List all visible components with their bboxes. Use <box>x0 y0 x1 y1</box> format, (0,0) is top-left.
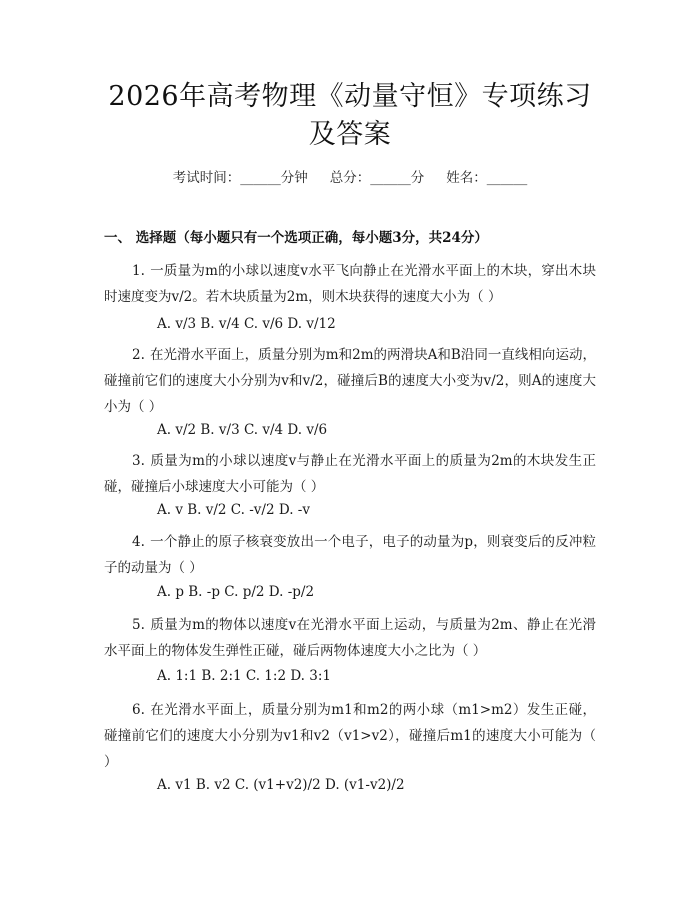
question-6 <box>104 697 596 775</box>
question-text: 在光滑水平面上，质量分别为m和2m的两滑块A和B沿同一直线相向运动，碰撞前它们的速度大小分别为v和v/2，碰撞后B的速度大小变为v/2，则A的速度大小为（ ） <box>104 347 596 415</box>
question-text: 在光滑水平面上，质量分别为m1和m2的两小球（m1>m2）发生正碰，碰撞前它们的速度大小分别为v1和v2（v1>v2），碰撞后m1的速度大小可能为（ ） <box>104 702 596 770</box>
question-3 <box>104 448 596 500</box>
question-text: 一质量为m的小球以速度v水平飞向静止在光滑水平面上的木块，穿出木块时速度变为v/2。若木块质量为2m，则木块获得的速度大小为（ ） <box>104 263 596 305</box>
question-number: 3. <box>132 453 145 469</box>
exam-info-line <box>0 168 700 188</box>
question-text: 质量为m的小球以速度v与静止在光滑水平面上的质量为2m的木块发生正碰，碰撞后小球速度大小可能为（ ） <box>104 453 596 495</box>
question-text: 质量为m的物体以速度v在光滑水平面上运动，与质量为2m、静止在光滑水平面上的物体发生弹性正碰，碰后两物体速度大小之比为（ ） <box>104 617 596 659</box>
question-1 <box>104 258 596 310</box>
question-number: 2. <box>132 347 145 363</box>
question-5-options: A. 1:1 B. 2:1 C. 1:2 D. 3:1 <box>157 668 331 684</box>
question-6-options: A. v1 B. v2 C. (v1+v2)/2 D. (v1-v2)/2 <box>157 777 405 793</box>
question-number: 5. <box>132 617 145 633</box>
total-score-field: 总分：______分 <box>329 170 425 186</box>
exam-time-field: 考试时间：______分钟 <box>172 170 308 186</box>
question-number: 6. <box>132 702 145 718</box>
page-title: 2026年高考物理《动量守恒》专项练习及答案 <box>108 81 592 150</box>
section-heading: 一、 选择题（每小题只有一个选项正确，每小题3分，共24分） <box>104 230 488 246</box>
student-name-field: 姓名：______ <box>446 170 528 186</box>
question-3-options: A. v B. v/2 C. -v/2 D. -v <box>157 502 310 518</box>
question-4 <box>104 529 596 581</box>
question-2-options: A. v/2 B. v/3 C. v/4 D. v/6 <box>157 422 328 438</box>
question-5 <box>104 612 596 664</box>
question-text: 一个静止的原子核衰变放出一个电子，电子的动量为p，则衰变后的反冲粒子的动量为（ ） <box>104 534 596 576</box>
question-number: 4. <box>132 534 145 550</box>
question-1-options: A. v/3 B. v/4 C. v/6 D. v/12 <box>157 316 336 332</box>
question-2 <box>104 342 596 420</box>
question-number: 1. <box>132 263 145 279</box>
question-4-options: A. p B. -p C. p/2 D. -p/2 <box>157 584 315 600</box>
